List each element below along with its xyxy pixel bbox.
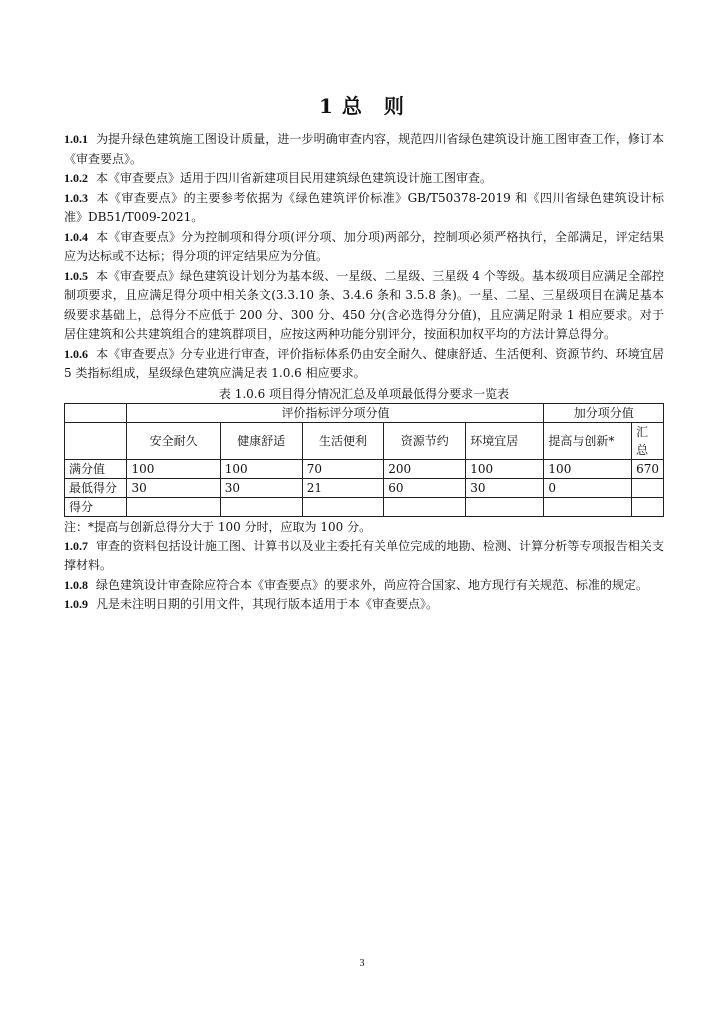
table-cell: 670 (632, 459, 664, 478)
chapter-title: 1 总 则 (319, 94, 405, 118)
table-cell (220, 497, 302, 516)
table-cell (302, 497, 384, 516)
table-corner-cell (65, 403, 127, 422)
table-row (65, 459, 664, 478)
table-cell (466, 497, 544, 516)
table-cell: 30 (466, 478, 544, 497)
clause-number: 1.0.8 (64, 577, 88, 592)
table-group-header: 评价指标评分项分值 (127, 403, 544, 422)
paragraph-1-0-9 (64, 595, 664, 615)
clause-text: 本《审查要点》分专业进行审查，评价指标体系仍由安全耐久、健康舒适、生活便利、资源节约、环境宜居 5 类指标组成，星级绿色建筑应满足表 1.0.6 相应要求。 (64, 346, 664, 380)
clause-text: 本《审查要点》的主要参考依据为《绿色建筑评价标准》GB/T50378-2019 和《四川省绿色建筑设计标准》DB51/T009-2021。 (64, 190, 664, 224)
table-cell (127, 497, 220, 516)
score-table (64, 403, 664, 517)
table-cell: 30 (127, 478, 220, 497)
table-cell: 60 (384, 478, 466, 497)
clause-text: 绿色建筑设计审查除应符合本《审查要点》的要求外，尚应符合国家、地方现行有关规范、标准的规定。 (96, 577, 649, 592)
clause-text: 本《审查要点》绿色建筑设计划分为基本级、一星级、二星级、三星级 4 个等级。基本级项目应满足全部控制项要求，且应满足得分项中相关条文(3.3.10 条、3.4.6 条和 3.5.8 条)。一星、二星、三星级项目在满足基本级要求基础上，总得分不应低于 200 分、300 分、450 分(含必选得分分值)，且应满足附录 1 相应要求。对于居住建筑和公共建筑组合的建筑群项目，应按这两种功能分别评分，按面积加权平均的方法计算总得分。 (64, 268, 664, 341)
table-column-header: 生活便利 (302, 422, 384, 459)
table-cell (632, 497, 664, 516)
table-cell: 100 (544, 459, 632, 478)
table-cell (632, 478, 664, 497)
page-number: 3 (359, 958, 365, 969)
clause-text: 凡是未注明日期的引用文件，其现行版本适用于本《审查要点》。 (96, 597, 439, 611)
clause-text: 本《审查要点》适用于四川省新建项目民用建筑绿色建筑设计施工图审查。 (96, 171, 493, 185)
clause-number: 1.0.6 (64, 346, 88, 361)
table-column-header: 健康舒适 (220, 422, 302, 459)
table-cell: 30 (220, 478, 302, 497)
paragraph-1-0-1 (64, 130, 664, 169)
table-cell: 21 (302, 478, 384, 497)
table-row (65, 478, 664, 497)
table-column-header-row (65, 422, 664, 459)
clause-number: 1.0.7 (64, 538, 88, 553)
paragraph-1-0-8 (64, 576, 664, 596)
table-note: 注：*提高与创新总得分大于 100 分时，应取为 100 分。 (64, 519, 372, 534)
table-row-label: 最低得分 (65, 478, 127, 497)
clause-number: 1.0.1 (64, 132, 88, 146)
clause-number: 1.0.2 (64, 171, 88, 185)
paragraph-1-0-5 (64, 267, 664, 345)
table-column-header: 环境宜居 (466, 422, 544, 459)
table-cell: 100 (127, 459, 220, 478)
table-column-header: 资源节约 (384, 422, 466, 459)
table-row-label: 得分 (65, 497, 127, 516)
table-group-header: 加分项分值 (544, 403, 664, 422)
table-cell: 100 (466, 459, 544, 478)
table-cell: 100 (220, 459, 302, 478)
clause-number: 1.0.5 (64, 268, 88, 283)
table-cell: 200 (384, 459, 466, 478)
paragraph-1-0-6 (64, 345, 664, 384)
table-row-label: 满分值 (65, 459, 127, 478)
clause-number: 1.0.4 (64, 229, 88, 244)
table-cell: 70 (302, 459, 384, 478)
paragraph-1-0-4 (64, 228, 664, 267)
paragraph-1-0-3 (64, 189, 664, 228)
table-cell: 0 (544, 478, 632, 497)
table-column-header: 提高与创新* (544, 422, 632, 459)
table-group-header-row (65, 403, 664, 422)
table-cell (384, 497, 466, 516)
table-cell (544, 497, 632, 516)
table-row (65, 497, 664, 516)
document-body (64, 130, 664, 615)
table-corner-cell (65, 422, 127, 459)
clause-number: 1.0.3 (64, 190, 88, 205)
table-column-header: 汇总 (632, 422, 664, 459)
clause-text: 审查的资料包括设计施工图、计算书以及业主委托有关单位完成的地勘、检测、计算分析等专项报告相关支撑材料。 (64, 538, 664, 572)
clause-number: 1.0.9 (64, 597, 88, 611)
paragraph-1-0-2 (64, 169, 664, 189)
clause-text: 本《审查要点》分为控制项和得分项(评分项、加分项)两部分，控制项必须严格执行，全部满足，评定结果应为达标或不达标；得分项的评定结果应为分值。 (64, 229, 664, 263)
paragraph-1-0-7 (64, 537, 664, 576)
table-column-header: 安全耐久 (127, 422, 220, 459)
clause-text: 为提升绿色建筑施工图设计质量，进一步明确审查内容，规范四川省绿色建筑设计施工图审查工作，修订本《审查要点》。 (64, 132, 664, 166)
table-caption: 表 1.0.6 项目得分情况汇总及单项最低得分要求一览表 (218, 386, 510, 401)
